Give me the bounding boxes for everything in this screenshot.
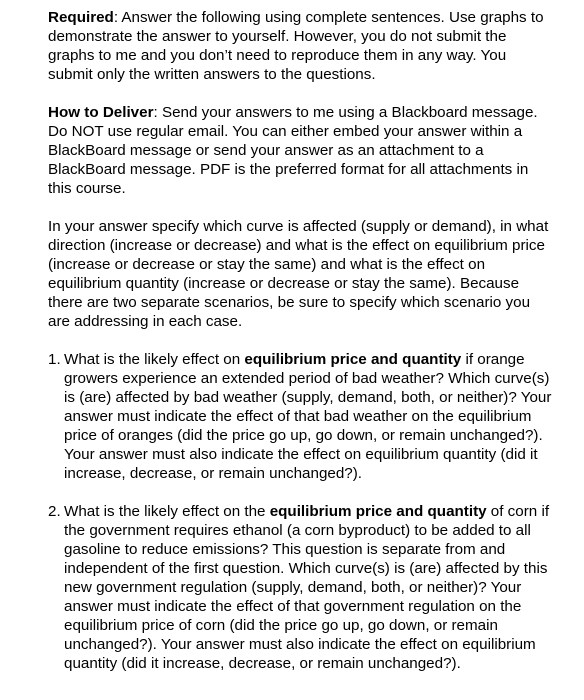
question-text-after: of corn if the government requires ethanol (a corn byproduct) to be added to all gasoline to reduce emissions? This question is separate from and independent of the first question. Which curve(s) is (are) affected by this new government regulation (supply, demand, both, or neither)? Your answer must indicate the effect of that government regulation on the equilibrium price of corn (did the price go up, go down, or remain unchanged?). Your answer must also indicate the effect on equilibrium quantity (did it increase, decrease, or remain unchanged?). [64, 503, 550, 672]
question-text-after: if orange growers experience an extended period of bad weather? Which curve(s) is (are) affected by bad weather (supply, demand, both, or neither)? Your answer must indicate the effect of that bad weather on the equilibrium price of oranges (did the price go up, go down, or remain unchanged?). Your answer must also indicate the effect on equilibrium quantity (did it increase, decrease, or remain unchanged?). [64, 351, 552, 482]
required-paragraph [48, 8, 554, 84]
instructions-paragraph: In your answer specify which curve is affected (supply or demand), in what direction (increase or decrease) and what is the effect on equilibrium price (increase or decrease or stay the same) and what is the effect on equilibrium quantity (increase or decrease or stay the same). Because there are two separate scenarios, be sure to specify which scenario you are addressing in each case. [48, 218, 549, 330]
question-list [48, 350, 554, 673]
deliver-label: How to Deliver [48, 104, 154, 121]
question-text-before: What is the likely effect on the [64, 503, 270, 520]
question-2 [48, 502, 554, 673]
question-number: 2. [48, 503, 61, 520]
question-text-bold: equilibrium price and quantity [269, 503, 487, 520]
question-1 [48, 350, 554, 483]
deliver-paragraph [48, 103, 554, 198]
question-text-bold: equilibrium price and quantity [244, 351, 462, 368]
required-label: Required [48, 9, 114, 26]
deliver-text: : Send your answers to me using a Blackboard message. Do NOT use regular email. You can either embed your answer within a BlackBoard message or send your answer as an attachment to a BlackBoard message. PDF is the preferred format for all attachments in this course. [48, 104, 538, 197]
required-text: : Answer the following using complete sentences. Use graphs to demonstrate the answer to yourself. However, you do not submit the graphs to me and you don’t need to reproduce them in any way. You submit only the written answers to the questions. [48, 9, 544, 83]
question-text-before: What is the likely effect on [64, 351, 245, 368]
question-number: 1. [48, 351, 61, 368]
